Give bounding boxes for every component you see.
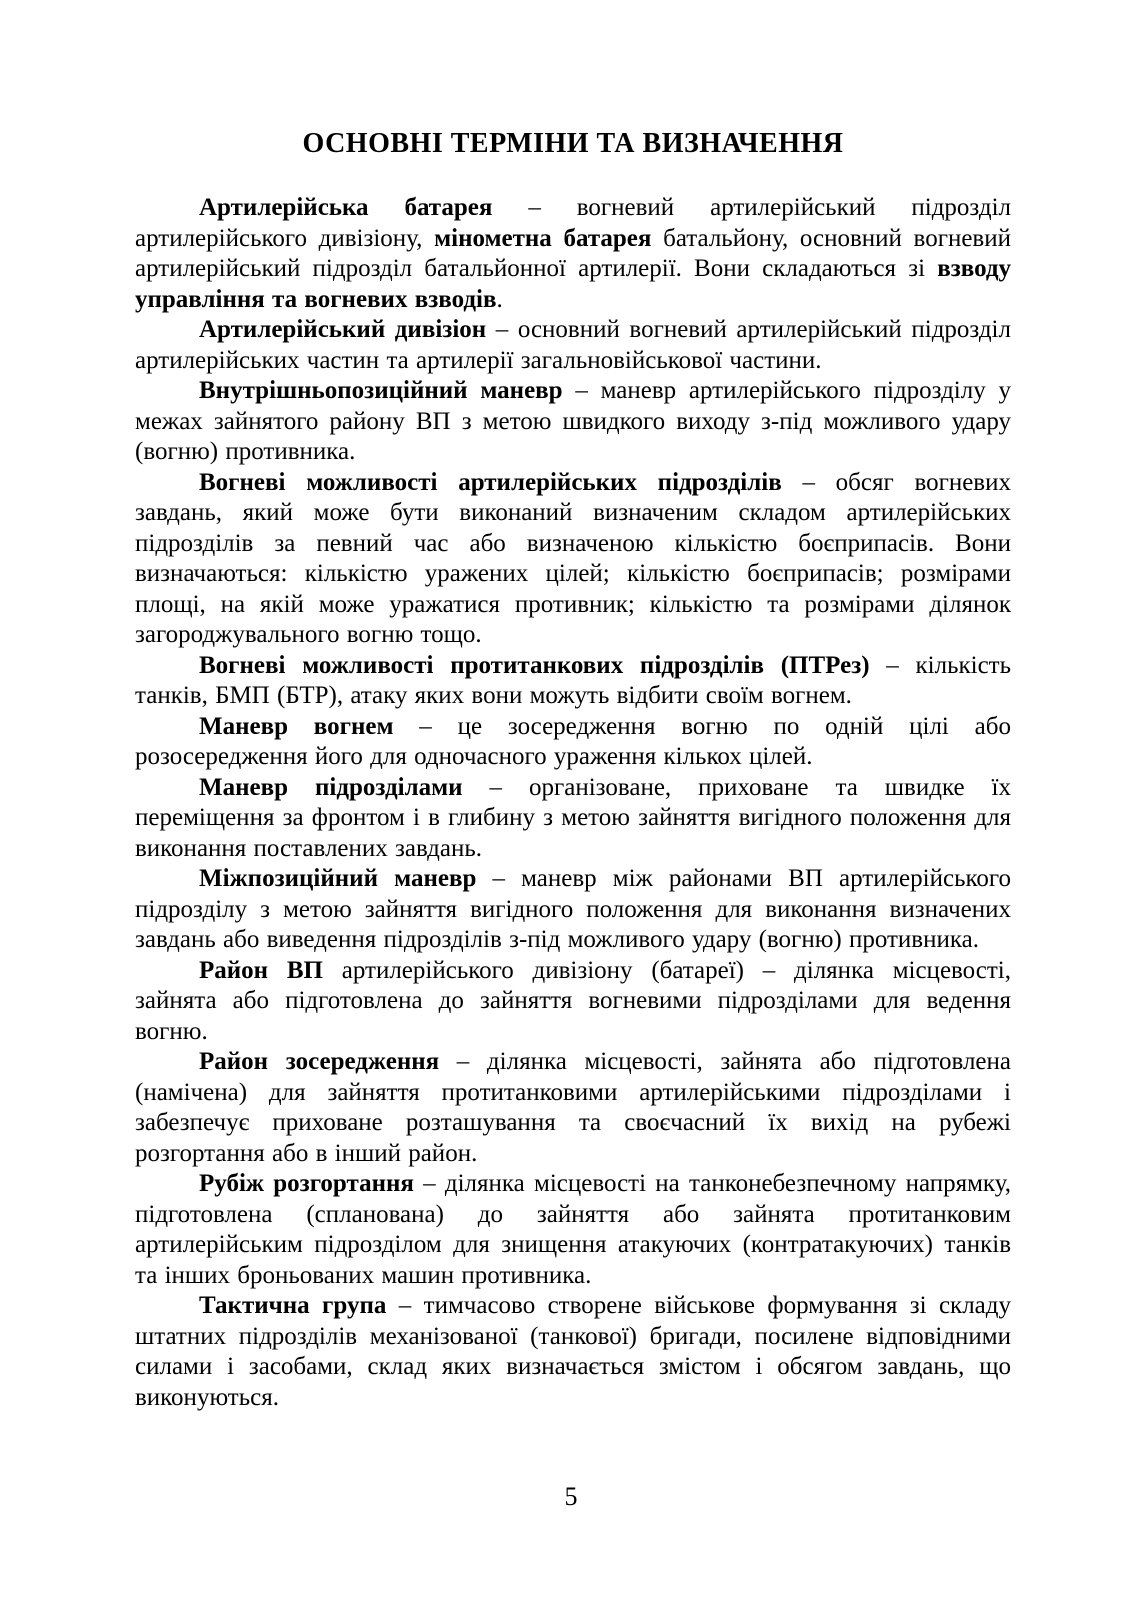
definition-term: Внутрішньопозиційний маневр [199, 377, 563, 404]
definition-text: . [496, 285, 503, 313]
definition-text: – ділянка місцевості на танконебезпечному напрямку, підготовлена (спланована) до зайняття або зайнята протитанковим артилерійським підрозділом для знищення атакуючих (контратакуючих) танків та інших броньованих машин противника. [135, 1170, 1011, 1289]
definition-term: Артилерійський дивізіон [199, 316, 487, 343]
definition-term: Вогневі можливості артилерійських підрозділів [199, 468, 782, 496]
definition-paragraph [135, 956, 1011, 1048]
definition-text: – основний вогневий артилерійський підрозділ артилерійських частин та артилерії загальновійськової частини. [135, 316, 1011, 374]
definition-paragraph [135, 1047, 1011, 1169]
definition-paragraph [135, 315, 1011, 376]
definition-term: Район ВП [199, 956, 323, 984]
definition-paragraph [135, 376, 1011, 468]
definition-text: – обсяг вогневих завдань, який може бути виконаний визначеним складом артилерійських підрозділів за певний час або визначеною кількістю боєприпасів. Вони визначаються: кількістю уражених цілей; кількістю боєприпасів; розмірами площі, на якій може уражатися противник; кількістю та розмірами ділянок загороджувального вогню тощо. [135, 468, 1011, 648]
definition-term: Тактична група [199, 1292, 387, 1319]
definition-paragraph [135, 864, 1011, 956]
definition-term: Маневр підрозділами [199, 773, 463, 801]
definition-paragraph [135, 773, 1011, 865]
page-title: ОСНОВНІ ТЕРМІНИ ТА ВИЗНАЧЕННЯ [302, 128, 844, 159]
definition-term: Артилерійська батарея [199, 194, 493, 221]
definition-text: – маневр артилерійського підрозділу у межах зайнятого району ВП з метою швидкого виходу з-під можливого удару (вогню) противника. [135, 377, 1011, 465]
page-number: 5 [564, 1482, 578, 1511]
definition-text: артилерійського дивізіону (батареї) – ділянка місцевості, зайнята або підготовлена до зайняття вогневими підрозділами для ведення вогню. [135, 956, 1012, 1045]
definition-paragraph [135, 651, 1011, 712]
definition-text: – ділянка місцевості, зайнята або підготовлена (намічена) для зайняття протитанковими артилерійськими підрозділами і забезпечує приховане розташування та своєчасний їх вихід на рубежі розгортання або в інший район. [135, 1048, 1011, 1167]
definition-paragraph [135, 1291, 1011, 1413]
definition-text: батальйону, основний вогневий артилерійський підрозділ батальйонної артилерії. Вони складаються зі [135, 224, 1011, 282]
definition-text: – організоване, приховане та швидке їх переміщення за фронтом і в глибину з метою зайняття вигідного положення для виконання поставлених завдань. [135, 773, 1011, 862]
definition-text: – вогневий артилерійський підрозділ артилерійського дивізіону, [135, 194, 1011, 252]
definition-term: Маневр вогнем [199, 712, 394, 740]
definition-term: Район зосередження [199, 1048, 440, 1075]
definition-term: Міжпозиційний маневр [199, 865, 477, 892]
page-content [135, 128, 1011, 1413]
definition-text: – тимчасово створене військове формування зі складу штатних підрозділів механізованої (танкової) бригади, посилене відповідними силами і засобами, склад яких визначається змістом і обсягом завдань, що виконуються. [135, 1292, 1011, 1411]
definition-paragraph [135, 1169, 1011, 1291]
definition-text: – це зосередження вогню по одній цілі або розосередження його для одночасного ураження кількох цілей. [135, 712, 1011, 770]
definition-paragraph [135, 712, 1011, 773]
definition-text: – кількість танків, БМП (БТР), атаку яких вони можуть відбити своїм вогнем. [135, 651, 1012, 709]
definition-paragraph [135, 193, 1011, 315]
definition-paragraph [135, 468, 1011, 651]
definition-text: – маневр між районами ВП артилерійського підрозділу з метою зайняття вигідного положення для виконання визначених завдань або виведення підрозділів з-під можливого удару (вогню) противника. [135, 865, 1011, 953]
definition-term: взводу управління та вогневих взводів [135, 255, 1011, 313]
definition-term: Рубіж розгортання [199, 1170, 414, 1197]
definitions [135, 193, 1011, 1413]
definition-term: Вогневі можливості протитанкових підрозділів (ПТРез) [199, 651, 870, 679]
definition-term: мінометна батарея [434, 224, 652, 252]
